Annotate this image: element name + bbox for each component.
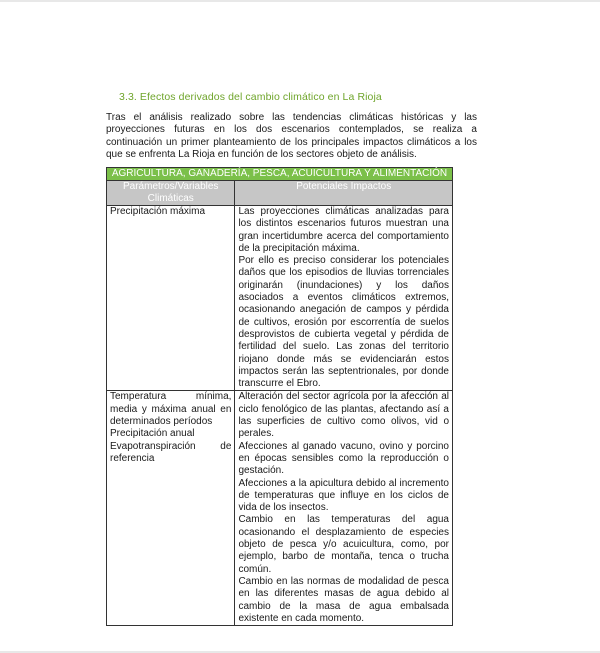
impact-paragraph: Por ello es preciso considerar los potenciales daños que los episodios de lluvias torrenciales originarán (inundaciones) y los daños asociados a eventos climáticos extremos, ocasionando anegación de campos y pérdida de cultivos, erosión por escorrentía de suelos desprovistos de cubierta vegetal y pérdida de fertilidad del suelo. Las zonas del territorio riojano donde más se evidenciarán estos impactos serán las septentrionales, por donde transcurre el Ebro. xyxy=(238,255,449,390)
section-heading xyxy=(119,91,382,103)
table-row xyxy=(107,206,453,391)
variables-cell xyxy=(107,391,235,626)
impacts-cell xyxy=(235,391,453,626)
page-top-edge xyxy=(0,0,600,2)
impacts-table xyxy=(106,167,453,626)
section-number: 3.3. xyxy=(119,91,137,103)
table-title: AGRICULTURA, GANADERÍA, PESCA, ACUICULTURA Y ALIMENTACIÓN xyxy=(107,168,453,181)
impact-paragraph: Cambio en las normas de modalidad de pesca en las diferentes masas de agua debido al cambio de la masa de agua embalsada existente en cada momento. xyxy=(238,575,449,624)
table-title-row xyxy=(107,168,453,181)
variable-item: Temperatura mínima, media y máxima anual en determinados períodos xyxy=(110,391,232,428)
impact-paragraph: Alteración del sector agrícola por la afección al ciclo fenológico de las plantas, afectando así a las superficies de cultivo como olivos, vid o perales. xyxy=(238,391,449,440)
header-variables: Parámetros/Variables Climáticas xyxy=(107,181,235,206)
variable-item: Precipitación anual xyxy=(110,428,195,440)
impacts-cell xyxy=(235,206,453,391)
impact-paragraph: Cambio en las temperaturas del agua ocasionando el desplazamiento de especies objeto de pesca y/o acuicultura, como, por ejemplo, barbo de montaña, tenca o trucha común. xyxy=(238,514,449,575)
impact-paragraph: Afecciones al ganado vacuno, ovino y porcino en épocas sensibles como la reproducción o gestación. xyxy=(238,440,449,477)
impact-paragraph: Las proyecciones climáticas analizadas para los distintos escenarios futuros muestran una gran incertidumbre acerca del comportamiento de la precipitación máxima. xyxy=(238,206,449,254)
variable-item: Evapotranspiración de referencia xyxy=(110,440,232,464)
variable-item: Precipitación máxima xyxy=(110,206,206,217)
impact-paragraph: Afecciones a la apicultura debido al incremento de temperaturas que influye en los ciclos de vida de los insectos. xyxy=(238,477,449,514)
section-title: Efectos derivados del cambio climático en La Rioja xyxy=(139,91,382,103)
header-impacts: Potenciales Impactos xyxy=(235,181,453,206)
intro-paragraph: Tras el análisis realizado sobre las tendencias climáticas históricas y las proyecciones futuras en los dos escenarios contemplados, se realiza a continuación un primer planteamiento de los principales impactos climáticos a los que se enfrenta La Rioja en función de los sectores objeto de análisis. xyxy=(106,112,477,160)
variables-cell xyxy=(107,206,235,391)
table-row xyxy=(107,391,453,626)
table-header-row xyxy=(107,181,453,206)
